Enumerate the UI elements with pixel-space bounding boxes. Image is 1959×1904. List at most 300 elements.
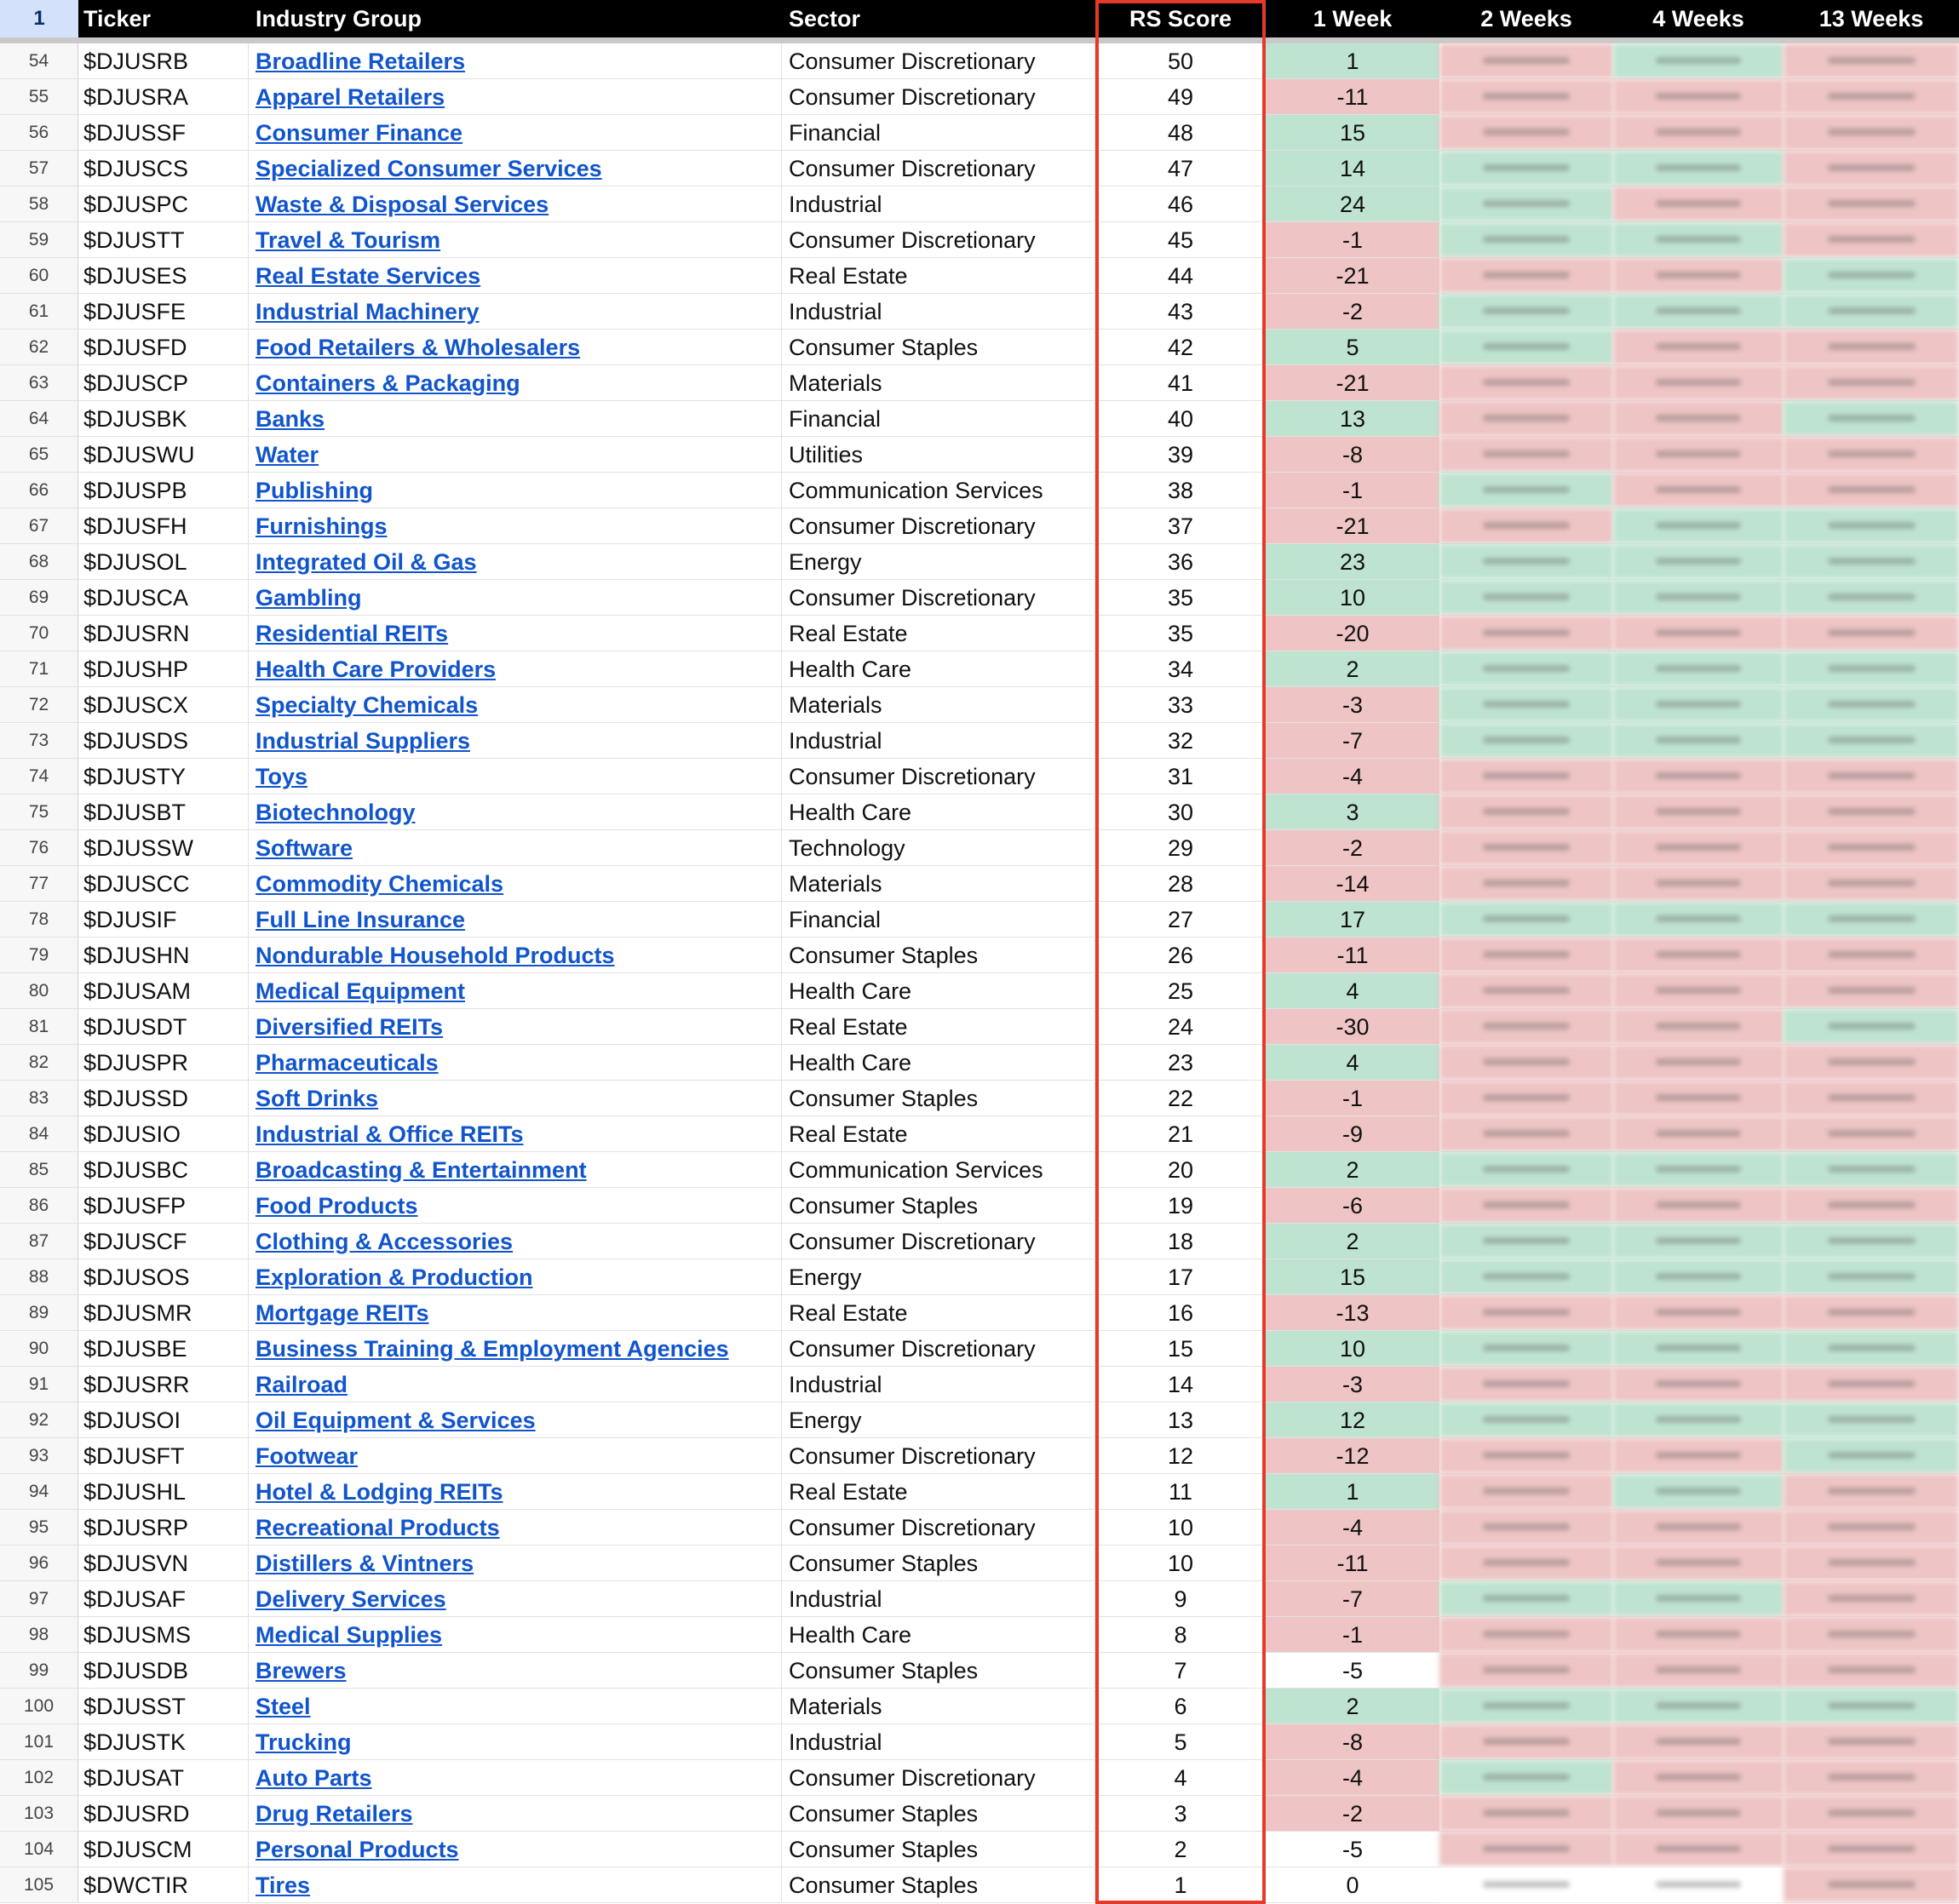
row-number[interactable]: 91 (0, 1367, 78, 1402)
industry-group-link[interactable]: Brewers (256, 1658, 347, 1683)
week1-change-cell[interactable]: -3 (1266, 1367, 1439, 1402)
week4-change-cell-blurred[interactable] (1613, 1188, 1784, 1223)
industry-group-link[interactable]: Broadcasting & Entertainment (256, 1157, 587, 1183)
rs-score-cell[interactable]: 17 (1167, 1265, 1194, 1290)
industry-group-link[interactable]: Oil Equipment & Services (256, 1408, 536, 1433)
week2-change-cell-blurred[interactable] (1439, 1724, 1613, 1759)
week1-change-cell[interactable]: -7 (1266, 723, 1439, 758)
week13-change-cell-blurred[interactable] (1784, 43, 1959, 78)
industry-group-link[interactable]: Specialized Consumer Services (256, 156, 602, 181)
sector-cell[interactable]: Utilities (782, 437, 1095, 472)
week1-change-cell[interactable]: -4 (1266, 1510, 1439, 1545)
week1-change-cell[interactable]: -7 (1266, 1581, 1439, 1616)
week1-change-cell[interactable]: -12 (1266, 1438, 1439, 1473)
week4-change-cell-blurred[interactable] (1613, 1832, 1784, 1867)
industry-group-link[interactable]: Personal Products (256, 1837, 459, 1862)
industry-group-cell[interactable] (249, 866, 782, 901)
industry-group-cell[interactable] (249, 1009, 782, 1044)
sector-cell[interactable]: Consumer Staples (782, 1081, 1095, 1115)
week13-change-cell-blurred[interactable] (1784, 294, 1959, 329)
rs-score-cell[interactable]: 20 (1167, 1157, 1194, 1183)
industry-group-link[interactable]: Recreational Products (256, 1515, 500, 1540)
sector-cell[interactable]: Consumer Discretionary (782, 1224, 1095, 1259)
row-number[interactable]: 60 (0, 258, 78, 293)
industry-group-link[interactable]: Trucking (256, 1729, 352, 1755)
week2-change-cell-blurred[interactable] (1439, 723, 1613, 758)
week1-change-cell[interactable]: 2 (1266, 1152, 1439, 1187)
sector-cell[interactable]: Industrial (782, 294, 1095, 329)
week4-column-header[interactable]: 4 Weeks (1652, 6, 1744, 32)
ticker-cell[interactable]: $DJUSPR (78, 1045, 249, 1080)
week4-change-cell-blurred[interactable] (1613, 938, 1784, 972)
industry-group-link[interactable]: Broadline Retailers (256, 49, 466, 74)
industry-group-cell[interactable] (249, 759, 782, 794)
industry-group-link[interactable]: Steel (256, 1694, 311, 1719)
industry-group-cell[interactable] (249, 1438, 782, 1473)
rs-score-cell[interactable]: 11 (1168, 1479, 1193, 1505)
week1-change-cell[interactable]: -11 (1266, 1546, 1439, 1580)
row-number[interactable]: 56 (0, 115, 78, 150)
row-number[interactable]: 75 (0, 794, 78, 829)
ticker-cell[interactable]: $DJUSFH (78, 508, 249, 543)
row-number[interactable]: 85 (0, 1152, 78, 1187)
week2-change-cell-blurred[interactable] (1439, 1581, 1613, 1616)
week1-change-cell[interactable]: -4 (1266, 1760, 1439, 1795)
industry-group-cell[interactable] (249, 473, 782, 508)
ticker-cell[interactable]: $DJUSRP (78, 1510, 249, 1545)
week1-change-cell[interactable]: 4 (1266, 973, 1439, 1008)
week1-change-cell[interactable]: 3 (1266, 794, 1439, 829)
week13-change-cell-blurred[interactable] (1784, 473, 1959, 508)
industry-group-link[interactable]: Real Estate Services (256, 263, 481, 289)
rs-score-cell[interactable]: 24 (1167, 1014, 1194, 1040)
week4-change-cell-blurred[interactable] (1613, 151, 1784, 186)
week13-change-cell-blurred[interactable] (1784, 1045, 1959, 1080)
industry-group-cell[interactable] (249, 1581, 782, 1616)
sector-cell[interactable]: Real Estate (782, 1116, 1095, 1151)
week2-change-cell-blurred[interactable] (1439, 365, 1613, 400)
rs-score-cell[interactable]: 42 (1167, 335, 1194, 360)
week2-change-cell-blurred[interactable] (1439, 43, 1613, 78)
sector-cell[interactable]: Consumer Discretionary (782, 1331, 1095, 1366)
ticker-cell[interactable]: $DJUSRR (78, 1367, 249, 1402)
row-number[interactable]: 94 (0, 1474, 78, 1509)
week2-change-cell-blurred[interactable] (1439, 1438, 1613, 1473)
industry-group-link[interactable]: Soft Drinks (256, 1086, 379, 1111)
week4-change-cell-blurred[interactable] (1613, 1796, 1784, 1831)
week2-change-cell-blurred[interactable] (1439, 1653, 1613, 1688)
row-number[interactable]: 71 (0, 651, 78, 686)
week1-change-cell[interactable]: 2 (1266, 1224, 1439, 1259)
industry-group-cell[interactable] (249, 115, 782, 150)
week2-change-cell-blurred[interactable] (1439, 794, 1613, 829)
ticker-cell[interactable]: $DJUSOS (78, 1259, 249, 1294)
industry-group-link[interactable]: Publishing (256, 478, 373, 503)
row-number[interactable]: 76 (0, 830, 78, 865)
week2-change-cell-blurred[interactable] (1439, 938, 1613, 972)
week13-change-cell-blurred[interactable] (1784, 401, 1959, 436)
week2-change-cell-blurred[interactable] (1439, 79, 1613, 114)
rs-score-cell[interactable]: 6 (1174, 1694, 1187, 1719)
row-number[interactable]: 92 (0, 1402, 78, 1437)
week4-change-cell-blurred[interactable] (1613, 687, 1784, 722)
week4-change-cell-blurred[interactable] (1613, 115, 1784, 150)
industry-group-link[interactable]: Residential REITs (256, 621, 449, 646)
week1-change-cell[interactable]: 1 (1266, 43, 1439, 78)
week13-change-cell-blurred[interactable] (1784, 508, 1959, 543)
week4-change-cell-blurred[interactable] (1613, 1438, 1784, 1473)
sector-cell[interactable]: Energy (782, 1402, 1095, 1437)
week1-change-cell[interactable]: 23 (1266, 544, 1439, 579)
week4-change-cell-blurred[interactable] (1613, 1331, 1784, 1366)
week2-change-cell-blurred[interactable] (1439, 1224, 1613, 1259)
week4-change-cell-blurred[interactable] (1613, 651, 1784, 686)
rs-score-cell[interactable]: 9 (1174, 1586, 1187, 1612)
rs-score-cell[interactable]: 5 (1174, 1729, 1187, 1755)
week2-change-cell-blurred[interactable] (1439, 1760, 1613, 1795)
ticker-cell[interactable]: $DJUSBC (78, 1152, 249, 1187)
row-number[interactable]: 66 (0, 473, 78, 508)
rs-score-cell[interactable]: 27 (1167, 907, 1194, 932)
ticker-cell[interactable]: $DJUSVN (78, 1546, 249, 1580)
row-number[interactable]: 90 (0, 1331, 78, 1366)
ticker-cell[interactable]: $DJUSSD (78, 1081, 249, 1115)
sector-cell[interactable]: Health Care (782, 1617, 1095, 1652)
sector-cell[interactable]: Consumer Discretionary (782, 222, 1095, 257)
sector-cell[interactable]: Consumer Discretionary (782, 151, 1095, 186)
industry-group-link[interactable]: Integrated Oil & Gas (256, 549, 477, 575)
industry-group-link[interactable]: Delivery Services (256, 1586, 446, 1612)
week1-change-cell[interactable]: -21 (1266, 258, 1439, 293)
sector-cell[interactable]: Industrial (782, 1724, 1095, 1759)
week2-change-cell-blurred[interactable] (1439, 115, 1613, 150)
week13-change-cell-blurred[interactable] (1784, 1510, 1959, 1545)
row-number[interactable]: 54 (0, 43, 78, 78)
week2-change-cell-blurred[interactable] (1439, 902, 1613, 937)
week2-change-cell-blurred[interactable] (1439, 1832, 1613, 1867)
week4-change-cell-blurred[interactable] (1613, 723, 1784, 758)
week13-change-cell-blurred[interactable] (1784, 1331, 1959, 1366)
rs-score-cell[interactable]: 39 (1167, 442, 1194, 467)
week13-change-cell-blurred[interactable] (1784, 1796, 1959, 1831)
week4-change-cell-blurred[interactable] (1613, 544, 1784, 579)
ticker-cell[interactable]: $DJUSFP (78, 1188, 249, 1223)
industry-group-link[interactable]: Industrial & Office REITs (256, 1121, 524, 1147)
industry-group-cell[interactable] (249, 1510, 782, 1545)
week4-change-cell-blurred[interactable] (1613, 79, 1784, 114)
week13-change-cell-blurred[interactable] (1784, 1188, 1959, 1223)
ticker-cell[interactable]: $DJUSAM (78, 973, 249, 1008)
industry-group-cell[interactable] (249, 938, 782, 972)
ticker-cell[interactable]: $DJUSHL (78, 1474, 249, 1509)
industry-group-cell[interactable] (249, 365, 782, 400)
industry-group-link[interactable]: Food Products (256, 1193, 418, 1219)
week2-change-cell-blurred[interactable] (1439, 1546, 1613, 1580)
rs-score-cell[interactable]: 47 (1167, 156, 1194, 181)
week1-change-cell[interactable]: -14 (1266, 866, 1439, 901)
industry-group-cell[interactable] (249, 222, 782, 257)
ticker-cell[interactable]: $DJUSSF (78, 115, 249, 150)
week2-change-cell-blurred[interactable] (1439, 759, 1613, 794)
industry-group-link[interactable]: Clothing & Accessories (256, 1229, 514, 1254)
week1-change-cell[interactable]: -8 (1266, 1724, 1439, 1759)
week1-change-cell[interactable]: -1 (1266, 473, 1439, 508)
sector-cell[interactable]: Materials (782, 365, 1095, 400)
industry-group-cell[interactable] (249, 1832, 782, 1867)
week4-change-cell-blurred[interactable] (1613, 1152, 1784, 1187)
week1-change-cell[interactable]: -9 (1266, 1116, 1439, 1151)
week13-change-cell-blurred[interactable] (1784, 222, 1959, 257)
sector-cell[interactable]: Health Care (782, 651, 1095, 686)
week1-change-cell[interactable]: -20 (1266, 616, 1439, 651)
rs-score-cell[interactable]: 4 (1174, 1765, 1187, 1791)
week13-change-cell-blurred[interactable] (1784, 1402, 1959, 1437)
ticker-cell[interactable]: $DJUSPB (78, 473, 249, 508)
week1-change-cell[interactable]: -8 (1266, 437, 1439, 472)
sector-cell[interactable]: Technology (782, 830, 1095, 865)
week13-change-cell-blurred[interactable] (1784, 866, 1959, 901)
week4-change-cell-blurred[interactable] (1613, 830, 1784, 865)
week13-change-cell-blurred[interactable] (1784, 1653, 1959, 1688)
week2-change-cell-blurred[interactable] (1439, 1152, 1613, 1187)
sector-cell[interactable]: Financial (782, 902, 1095, 937)
row-number[interactable]: 105 (0, 1867, 78, 1902)
industry-group-link[interactable]: Distillers & Vintners (256, 1551, 474, 1576)
week4-change-cell-blurred[interactable] (1613, 1867, 1784, 1902)
industry-group-link[interactable]: Footwear (256, 1443, 359, 1469)
sector-cell[interactable]: Communication Services (782, 473, 1095, 508)
row-number[interactable]: 97 (0, 1581, 78, 1616)
sector-cell[interactable]: Consumer Discretionary (782, 580, 1095, 615)
industry-group-cell[interactable] (249, 687, 782, 722)
week13-change-cell-blurred[interactable] (1784, 1259, 1959, 1294)
industry-group-link[interactable]: Specialty Chemicals (256, 692, 479, 718)
industry-group-cell[interactable] (249, 1367, 782, 1402)
industry-group-link[interactable]: Full Line Insurance (256, 907, 466, 932)
sector-cell[interactable]: Consumer Discretionary (782, 508, 1095, 543)
industry-group-column-header[interactable]: Industry Group (256, 6, 422, 32)
industry-group-cell[interactable] (249, 1546, 782, 1580)
week4-change-cell-blurred[interactable] (1613, 437, 1784, 472)
sector-cell[interactable]: Energy (782, 544, 1095, 579)
industry-group-link[interactable]: Railroad (256, 1372, 348, 1397)
industry-group-link[interactable]: Pharmaceuticals (256, 1050, 439, 1075)
industry-group-link[interactable]: Hotel & Lodging REITs (256, 1479, 503, 1505)
week13-change-cell-blurred[interactable] (1784, 759, 1959, 794)
row-number[interactable]: 98 (0, 1617, 78, 1652)
industry-group-cell[interactable] (249, 794, 782, 829)
sector-cell[interactable]: Consumer Staples (782, 1832, 1095, 1867)
rs-score-cell[interactable]: 10 (1167, 1551, 1194, 1576)
rs-score-cell[interactable]: 49 (1167, 84, 1194, 110)
sector-cell[interactable]: Materials (782, 687, 1095, 722)
week4-change-cell-blurred[interactable] (1613, 258, 1784, 293)
week4-change-cell-blurred[interactable] (1613, 1581, 1784, 1616)
sector-cell[interactable]: Industrial (782, 723, 1095, 758)
week13-change-cell-blurred[interactable] (1784, 330, 1959, 364)
week4-change-cell-blurred[interactable] (1613, 365, 1784, 400)
week13-change-cell-blurred[interactable] (1784, 651, 1959, 686)
week2-change-cell-blurred[interactable] (1439, 1617, 1613, 1652)
industry-group-cell[interactable] (249, 1224, 782, 1259)
week1-change-cell[interactable]: 10 (1266, 1331, 1439, 1366)
week4-change-cell-blurred[interactable] (1613, 1009, 1784, 1044)
ticker-cell[interactable]: $DJUSFT (78, 1438, 249, 1473)
sector-cell[interactable]: Financial (782, 115, 1095, 150)
week13-change-cell-blurred[interactable] (1784, 1832, 1959, 1867)
week1-change-cell[interactable]: -30 (1266, 1009, 1439, 1044)
week13-change-cell-blurred[interactable] (1784, 687, 1959, 722)
week1-change-cell[interactable]: 2 (1266, 1689, 1439, 1723)
ticker-cell[interactable]: $DJUSTK (78, 1724, 249, 1759)
industry-group-cell[interactable] (249, 508, 782, 543)
week13-change-cell-blurred[interactable] (1784, 115, 1959, 150)
row-number[interactable]: 86 (0, 1188, 78, 1223)
ticker-cell[interactable]: $DJUSTT (78, 222, 249, 257)
week2-change-cell-blurred[interactable] (1439, 508, 1613, 543)
row-number[interactable]: 87 (0, 1224, 78, 1259)
sector-cell[interactable]: Energy (782, 1259, 1095, 1294)
row-number[interactable]: 61 (0, 294, 78, 329)
week13-change-cell-blurred[interactable] (1784, 902, 1959, 937)
sector-column-header[interactable]: Sector (789, 6, 861, 32)
week1-change-cell[interactable]: -5 (1266, 1832, 1439, 1867)
week4-change-cell-blurred[interactable] (1613, 973, 1784, 1008)
week4-change-cell-blurred[interactable] (1613, 1760, 1784, 1795)
industry-group-link[interactable]: Commodity Chemicals (256, 871, 504, 897)
rs-score-cell[interactable]: 28 (1167, 871, 1194, 897)
week1-change-cell[interactable]: 24 (1266, 186, 1439, 221)
week2-change-cell-blurred[interactable] (1439, 258, 1613, 293)
sector-cell[interactable]: Financial (782, 401, 1095, 436)
industry-group-link[interactable]: Industrial Suppliers (256, 728, 471, 754)
week1-change-cell[interactable]: 2 (1266, 651, 1439, 686)
week4-change-cell-blurred[interactable] (1613, 1367, 1784, 1402)
sector-cell[interactable]: Consumer Staples (782, 1546, 1095, 1580)
week2-change-cell-blurred[interactable] (1439, 186, 1613, 221)
week4-change-cell-blurred[interactable] (1613, 1510, 1784, 1545)
rs-score-cell[interactable]: 16 (1167, 1300, 1194, 1326)
week1-change-cell[interactable]: -1 (1266, 222, 1439, 257)
week13-change-cell-blurred[interactable] (1784, 1760, 1959, 1795)
sector-cell[interactable]: Health Care (782, 973, 1095, 1008)
week1-change-cell[interactable]: -2 (1266, 1796, 1439, 1831)
ticker-cell[interactable]: $DJUSCM (78, 1832, 249, 1867)
rs-score-cell[interactable]: 22 (1167, 1086, 1194, 1111)
industry-group-cell[interactable] (249, 544, 782, 579)
industry-group-cell[interactable] (249, 1760, 782, 1795)
week4-change-cell-blurred[interactable] (1613, 401, 1784, 436)
rs-score-cell[interactable]: 34 (1167, 657, 1194, 682)
week2-change-cell-blurred[interactable] (1439, 1510, 1613, 1545)
week4-change-cell-blurred[interactable] (1613, 1224, 1784, 1259)
industry-group-cell[interactable] (249, 723, 782, 758)
industry-group-link[interactable]: Health Care Providers (256, 657, 497, 682)
week1-change-cell[interactable]: 5 (1266, 330, 1439, 364)
week13-change-cell-blurred[interactable] (1784, 973, 1959, 1008)
sector-cell[interactable]: Materials (782, 1689, 1095, 1723)
week1-change-cell[interactable]: -21 (1266, 508, 1439, 543)
industry-group-cell[interactable] (249, 1259, 782, 1294)
week13-change-cell-blurred[interactable] (1784, 1152, 1959, 1187)
row-number[interactable]: 93 (0, 1438, 78, 1473)
week4-change-cell-blurred[interactable] (1613, 759, 1784, 794)
rs-score-cell[interactable]: 40 (1167, 406, 1194, 432)
week2-column-header[interactable]: 2 Weeks (1480, 6, 1572, 32)
week2-change-cell-blurred[interactable] (1439, 1116, 1613, 1151)
week4-change-cell-blurred[interactable] (1613, 1724, 1784, 1759)
week13-change-cell-blurred[interactable] (1784, 938, 1959, 972)
row-number[interactable]: 103 (0, 1796, 78, 1831)
week4-change-cell-blurred[interactable] (1613, 186, 1784, 221)
rs-score-cell[interactable]: 45 (1167, 227, 1194, 253)
week1-change-cell[interactable]: 15 (1266, 1259, 1439, 1294)
industry-group-link[interactable]: Apparel Retailers (256, 84, 445, 110)
sector-cell[interactable]: Health Care (782, 1045, 1095, 1080)
week1-change-cell[interactable]: 1 (1266, 1474, 1439, 1509)
ticker-cell[interactable]: $DJUSCC (78, 866, 249, 901)
industry-group-link[interactable]: Food Retailers & Wholesalers (256, 335, 581, 360)
rs-score-cell[interactable]: 21 (1167, 1121, 1194, 1147)
rs-score-cell[interactable]: 41 (1167, 370, 1194, 396)
week13-change-cell-blurred[interactable] (1784, 830, 1959, 865)
sector-cell[interactable]: Consumer Staples (782, 330, 1095, 364)
industry-group-cell[interactable] (249, 651, 782, 686)
industry-group-link[interactable]: Nondurable Household Products (256, 943, 615, 968)
row-number[interactable]: 101 (0, 1724, 78, 1759)
ticker-cell[interactable]: $DJUSOI (78, 1402, 249, 1437)
industry-group-cell[interactable] (249, 1617, 782, 1652)
week13-change-cell-blurred[interactable] (1784, 1367, 1959, 1402)
ticker-cell[interactable]: $DJUSCX (78, 687, 249, 722)
industry-group-link[interactable]: Water (256, 442, 319, 467)
rs-score-cell[interactable]: 35 (1167, 621, 1194, 646)
industry-group-link[interactable]: Medical Equipment (256, 978, 466, 1004)
industry-group-cell[interactable] (249, 616, 782, 651)
week4-change-cell-blurred[interactable] (1613, 1045, 1784, 1080)
week2-change-cell-blurred[interactable] (1439, 1295, 1613, 1330)
rs-score-cell[interactable]: 7 (1174, 1658, 1187, 1683)
row-number[interactable]: 55 (0, 79, 78, 114)
rs-score-cell[interactable]: 26 (1167, 943, 1194, 968)
ticker-cell[interactable]: $DJUSFE (78, 294, 249, 329)
rs-score-cell[interactable]: 33 (1167, 692, 1194, 718)
week4-change-cell-blurred[interactable] (1613, 473, 1784, 508)
ticker-cell[interactable]: $DJUSIO (78, 1116, 249, 1151)
sector-cell[interactable]: Industrial (782, 1367, 1095, 1402)
sector-cell[interactable]: Consumer Staples (782, 1653, 1095, 1688)
week4-change-cell-blurred[interactable] (1613, 43, 1784, 78)
industry-group-link[interactable]: Biotechnology (256, 800, 416, 825)
sector-cell[interactable]: Consumer Staples (782, 1867, 1095, 1902)
week4-change-cell-blurred[interactable] (1613, 1474, 1784, 1509)
week13-change-cell-blurred[interactable] (1784, 1546, 1959, 1580)
row-number[interactable]: 67 (0, 508, 78, 543)
sector-cell[interactable]: Consumer Discretionary (782, 1510, 1095, 1545)
week13-change-cell-blurred[interactable] (1784, 1474, 1959, 1509)
week4-change-cell-blurred[interactable] (1613, 1653, 1784, 1688)
row-number[interactable]: 62 (0, 330, 78, 364)
rs-score-cell[interactable]: 8 (1174, 1622, 1187, 1648)
week13-change-cell-blurred[interactable] (1784, 794, 1959, 829)
row-number[interactable]: 63 (0, 365, 78, 400)
ticker-cell[interactable]: $DJUSTY (78, 759, 249, 794)
rs-score-cell[interactable]: 35 (1167, 585, 1194, 611)
week4-change-cell-blurred[interactable] (1613, 580, 1784, 615)
sector-cell[interactable]: Consumer Discretionary (782, 79, 1095, 114)
row-number[interactable]: 68 (0, 544, 78, 579)
industry-group-link[interactable]: Banks (256, 406, 325, 432)
